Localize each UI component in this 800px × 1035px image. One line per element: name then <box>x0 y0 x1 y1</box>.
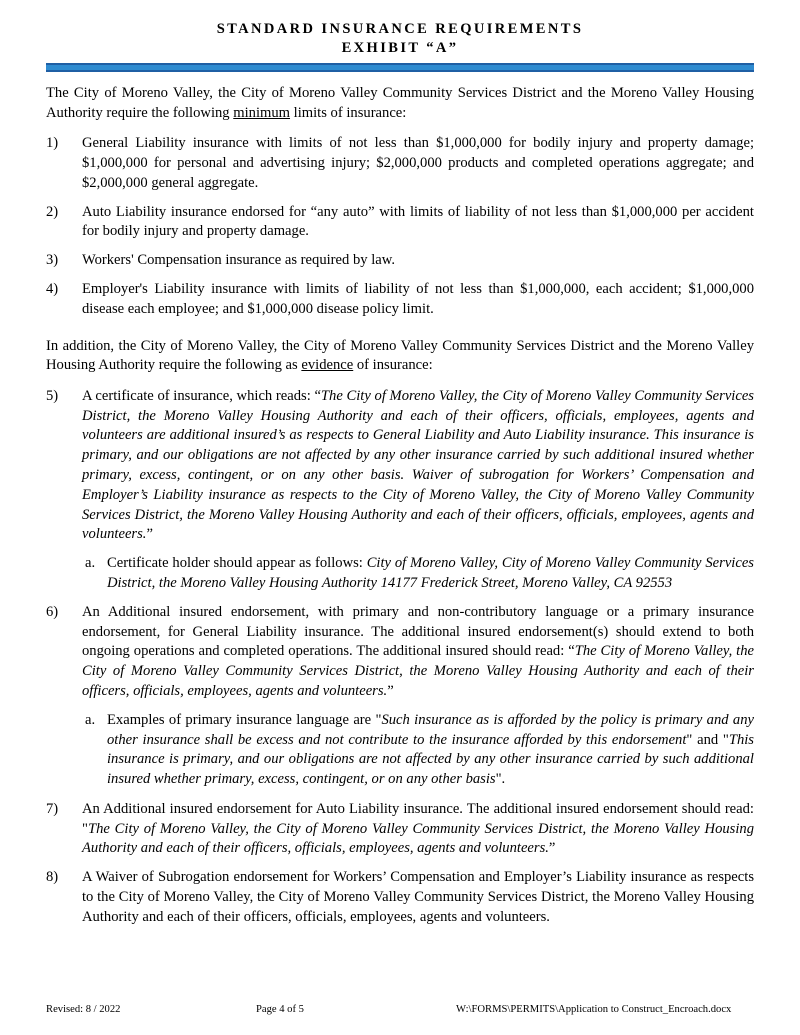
requirements-list <box>46 134 754 319</box>
list-item <box>46 387 754 545</box>
sub-list-item <box>85 554 754 594</box>
list-item-marker: 6) <box>46 603 59 620</box>
evidence-intro-paragraph <box>46 337 754 376</box>
list-item-quoted-text: The City of Moreno Valley, the City of Moreno Valley Community Services District, the Moreno Valley Housing Authority and each of their officers, officials, employees, agents and volunteers. <box>82 643 755 699</box>
list-item <box>46 251 754 271</box>
page-title: STANDARD INSURANCE REQUIREMENTS <box>216 21 584 37</box>
list-item-text: General Liability insurance with limits of not less than $1,000,000 for bodily injury and property damage; $1,000,000 for personal and advertising injury; $2,000,000 products and completed operations aggregate; and $2,000,000 general aggregate. <box>82 135 754 191</box>
list-item-marker: 5) <box>46 387 59 404</box>
list-item-lead-text: An Additional insured endorsement, with primary and non-contributory language or a primary insurance endorsement, for General Liability insurance. The additional insured endorsement(s) should extend to both ongoing operations and completed operations. The additional insured should read: “ <box>82 603 754 660</box>
intro-text-after: limits of insurance: <box>290 104 407 121</box>
list-item-trail-text: ” <box>548 840 556 857</box>
intro-text-before: The City of Moreno Valley, the City of Moreno Valley Community Services District and the Moreno Valley Housing Authority require the following <box>46 85 754 121</box>
page-subtitle: EXHIBIT “A” <box>341 40 459 56</box>
sub-list-item-marker: a. <box>85 555 96 572</box>
evidence-intro-text-after: of insurance: <box>353 357 433 374</box>
list-item-lead-text: A certificate of insurance, which reads: “ <box>82 387 321 404</box>
list-item-text: Employer's Liability insurance with limits of liability of not less than $1,000,000, each accident; $1,000,000 disease each employee; and $1,000,000 disease policy limit. <box>82 280 754 317</box>
list-item-marker: 4) <box>46 280 59 297</box>
evidence-intro-text-before: In addition, the City of Moreno Valley, the City of Moreno Valley Community Services District and the Moreno Valley Housing Authority require the following as <box>46 337 754 374</box>
list-item-text: Auto Liability insurance endorsed for “any auto” with limits of liability of not less than $1,000,000 per accident for bodily injury and property damage. <box>82 203 754 240</box>
list-item-marker: 8) <box>46 869 59 886</box>
footer-revised-date: Revised: 8 / 2022 <box>46 1004 121 1015</box>
sub-list-item-marker: a. <box>85 711 96 728</box>
list-item-trail-text: ” <box>146 526 153 543</box>
sub-list-item-part1-plain: Examples of primary insurance language are " <box>107 711 382 728</box>
intro-underlined-word: minimum <box>233 104 291 121</box>
list-item-text: A Waiver of Subrogation endorsement for Workers’ Compensation and Employer’s Liability insurance as respects to the City of Moreno Valley, the City of Moreno Valley Community Services District, the Moreno Valley Housing Authority and each of their officers, officials, employees, agents and volunteers. <box>82 869 754 925</box>
list-item-marker: 2) <box>46 203 59 220</box>
document-header <box>46 0 754 58</box>
sub-list-item-part3-plain: ". <box>495 771 506 788</box>
sub-list-item <box>85 711 754 790</box>
list-item-quoted-text: The City of Moreno Valley, the City of Moreno Valley Community Services District, the Moreno Valley Housing Authority and each of their officers, officials, employees, agents and volunteers. <box>82 820 754 857</box>
list-item <box>46 603 754 702</box>
sub-list-item-italic-text: City of Moreno Valley, City of Moreno Valley Community Services District, the Moreno Valley Housing Authority 14177 Frederick Street, Moreno Valley, CA 92553 <box>107 555 754 591</box>
list-item-marker: 7) <box>46 800 59 817</box>
list-item <box>46 800 754 859</box>
intro-paragraph <box>46 84 754 123</box>
sub-list-item-part2-plain: " and " <box>686 731 729 748</box>
list-item-marker: 1) <box>46 135 59 152</box>
list-item-text: Workers' Compensation insurance as required by law. <box>82 252 395 269</box>
document-footer <box>46 1003 754 1017</box>
sub-list-item-part1-italic: Such insurance as is afforded by the policy is primary and any other insurance shall be excess and not contribute to the insurance afforded by this endorsement <box>107 711 754 748</box>
list-item <box>46 868 754 927</box>
sub-list-item-lead-text: Certificate holder should appear as follows: <box>107 555 367 572</box>
list-item <box>46 280 754 320</box>
header-divider-rule <box>46 63 754 72</box>
list-item-lead-text: An Additional insured endorsement for Auto Liability insurance. The additional insured endorsement should read: " <box>82 800 754 837</box>
footer-page-number: Page 4 of 5 <box>256 1004 304 1015</box>
list-item-trail-text: ” <box>387 682 394 699</box>
footer-file-path: W:\FORMS\PERMITS\Application to Construct_Encroach.docx <box>456 1004 732 1015</box>
evidence-list <box>46 387 754 928</box>
list-item <box>46 203 754 243</box>
list-item-marker: 3) <box>46 252 59 269</box>
sub-list-item-part2-italic: This insurance is primary, and our obligations are not affected by any other insurance carried by such additional insured whether primary, excess, contingent, or on any other basis <box>107 731 754 788</box>
evidence-intro-underlined-word: evidence <box>301 357 354 374</box>
list-item <box>46 134 754 193</box>
list-item-quoted-text: The City of Moreno Valley, the City of Moreno Valley Community Services District, the Moreno Valley Housing Authority and each of their officers, officials, employees, agents and volunteers are additional insured’s as respects to General Liability and Auto Liability insurance. This insurance is primary, and our obligations are not affected by any other insurance carried by such additional insured whether primary, excess, contingent, or on any other basis. Waiver of subrogation for Workers’ Compensation and Employer’s Liability insurance as respects to the City of Moreno Valley, the City of Moreno Valley Community Services District, the Moreno Valley Housing Authority and each of their officers, officials, employees, agents and volunteers. <box>82 387 754 543</box>
